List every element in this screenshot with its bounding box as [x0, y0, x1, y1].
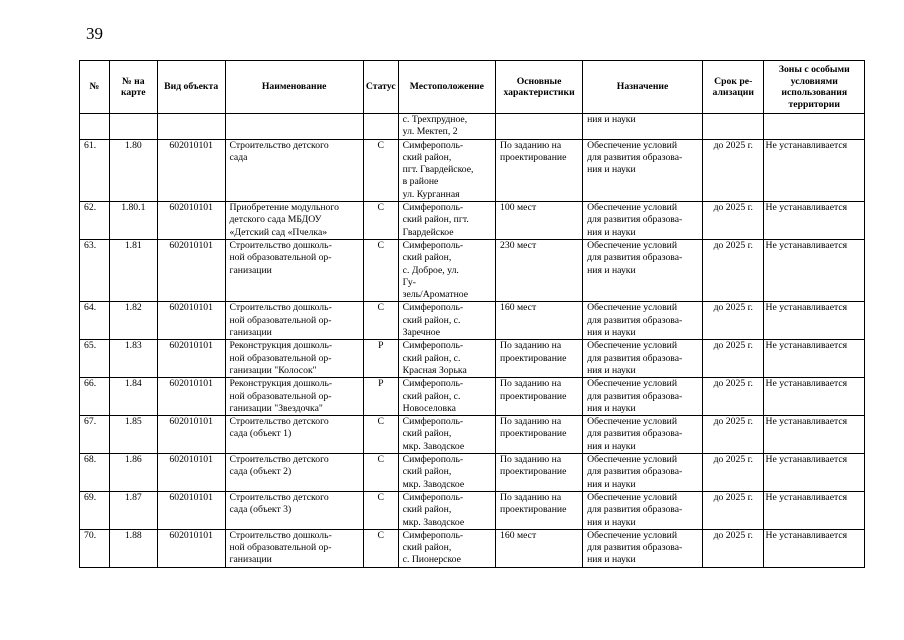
cell-specs: 100 мест [496, 202, 583, 240]
cell-zones: Не устанавливается [764, 416, 865, 454]
header-name: Наименование [225, 61, 363, 114]
cell-map-number: 1.83 [109, 340, 157, 378]
header-num: № [80, 61, 110, 114]
cell-specs: 160 мест [496, 302, 583, 340]
cell-num: 61. [80, 139, 110, 201]
cell-num: 66. [80, 378, 110, 416]
cell-location: Симферополь- ский район, с. Красная Зорька [398, 340, 495, 378]
cell-term: до 2025 г. [703, 302, 764, 340]
cell-name: Строительство дошколь- ной образовательной ор- ганизации [225, 239, 363, 301]
header-map-number: № на карте [109, 61, 157, 114]
header-status: Статус [363, 61, 398, 114]
cell-status: С [363, 239, 398, 301]
cell-specs: По заданию на проектирование [496, 139, 583, 201]
cell-name: Строительство детского сада (объект 1) [225, 416, 363, 454]
cell-map-number: 1.86 [109, 454, 157, 492]
cell-specs: 160 мест [496, 529, 583, 567]
cell-specs: По заданию на проектирование [496, 491, 583, 529]
cell-status: С [363, 202, 398, 240]
cell-location: Симферополь- ский район, с. Пионерское [398, 529, 495, 567]
cell-object-type: 602010101 [157, 340, 225, 378]
cell-zones: Не устанавливается [764, 239, 865, 301]
cell-specs: По заданию на проектирование [496, 416, 583, 454]
cell-location: Симферополь- ский район, с. Доброе, ул. Гу- зель/Ароматное [398, 239, 495, 301]
table-row [80, 416, 865, 454]
cell-purpose: Обеспечение условий для развития образова- ния и науки [583, 139, 703, 201]
cell-zones: Не устанавливается [764, 202, 865, 240]
cell-status: С [363, 529, 398, 567]
cell-map-number: 1.80.1 [109, 202, 157, 240]
cell-status: С [363, 302, 398, 340]
cell-num: 65. [80, 340, 110, 378]
table-row [80, 239, 865, 301]
cell-map-number: 1.80 [109, 139, 157, 201]
cell-purpose: Обеспечение условий для развития образова- ния и науки [583, 529, 703, 567]
cell-purpose: Обеспечение условий для развития образова- ния и науки [583, 491, 703, 529]
cell-zones: Не устанавливается [764, 529, 865, 567]
cell-name: Реконструкция дошколь- ной образовательной ор- ганизации "Звездочка" [225, 378, 363, 416]
cell-purpose: Обеспечение условий для развития образова- ния и науки [583, 416, 703, 454]
cell-status: С [363, 416, 398, 454]
cell-object-type: 602010101 [157, 139, 225, 201]
cell-object-type: 602010101 [157, 302, 225, 340]
cell-object-type: 602010101 [157, 491, 225, 529]
cell-status: С [363, 454, 398, 492]
cell-object-type: 602010101 [157, 239, 225, 301]
cell-term: до 2025 г. [703, 340, 764, 378]
cell-location: Симферополь- ский район, с. Заречное [398, 302, 495, 340]
continuation-row [80, 114, 865, 140]
cell-status: С [363, 139, 398, 201]
table-row [80, 202, 865, 240]
cell-zones: Не устанавливается [764, 302, 865, 340]
table-row [80, 454, 865, 492]
cell-map-number: 1.81 [109, 239, 157, 301]
cell-term: до 2025 г. [703, 378, 764, 416]
table-row [80, 139, 865, 201]
cell-purpose: Обеспечение условий для развития образова- ния и науки [583, 454, 703, 492]
cell-num: 70. [80, 529, 110, 567]
cell-num: 64. [80, 302, 110, 340]
cell-name: Приобретение модульного детского сада МБДОУ «Детский сад «Пчелка» [225, 202, 363, 240]
cell-term: до 2025 г. [703, 491, 764, 529]
objects-table [79, 60, 865, 568]
cell-location: Симферополь- ский район, пгт. Гвардейское, в районе ул. Курганная [398, 139, 495, 201]
cell-zones: Не устанавливается [764, 378, 865, 416]
cell-name: Реконструкция дошколь- ной образовательной ор- ганизации "Колосок" [225, 340, 363, 378]
cell-name: Строительство детского сада (объект 3) [225, 491, 363, 529]
cell-status: С [363, 491, 398, 529]
cell-status: Р [363, 340, 398, 378]
header-zones: Зоны с особыми условиями использования территории [764, 61, 865, 114]
cell-object-type: 602010101 [157, 529, 225, 567]
cell-zones: Не устанавливается [764, 139, 865, 201]
cell-specs: По заданию на проектирование [496, 340, 583, 378]
cell-purpose: Обеспечение условий для развития образова- ния и науки [583, 239, 703, 301]
header-object-type: Вид объекта [157, 61, 225, 114]
table-row [80, 378, 865, 416]
cell-num: 63. [80, 239, 110, 301]
cell-purpose: Обеспечение условий для развития образова- ния и науки [583, 340, 703, 378]
cell-name: Строительство дошколь- ной образовательной ор- ганизации [225, 529, 363, 567]
cell-name: Строительство дошколь- ной образовательной ор- ганизации [225, 302, 363, 340]
cell-purpose: ния и науки [583, 114, 703, 140]
cell-term: до 2025 г. [703, 239, 764, 301]
cell-num: 62. [80, 202, 110, 240]
cell-object-type: 602010101 [157, 454, 225, 492]
cell-zones: Не устанавливается [764, 491, 865, 529]
cell-object-type: 602010101 [157, 378, 225, 416]
cell-location: Симферополь- ский район, мкр. Заводское [398, 416, 495, 454]
cell-object-type: 602010101 [157, 416, 225, 454]
cell-name: Строительство детского сада (объект 2) [225, 454, 363, 492]
cell-name: Строительство детского сада [225, 139, 363, 201]
cell-map-number: 1.84 [109, 378, 157, 416]
cell-map-number: 1.85 [109, 416, 157, 454]
page-number: 39 [86, 24, 103, 43]
cell-status: Р [363, 378, 398, 416]
header-specs: Основные характеристики [496, 61, 583, 114]
cell-purpose: Обеспечение условий для развития образова- ния и науки [583, 302, 703, 340]
cell-location: Симферополь- ский район, мкр. Заводское [398, 454, 495, 492]
cell-zones: Не устанавливается [764, 340, 865, 378]
cell-location: Симферополь- ский район, мкр. Заводское [398, 491, 495, 529]
cell-map-number: 1.88 [109, 529, 157, 567]
cell-location: Симферополь- ский район, пгт. Гвардейское [398, 202, 495, 240]
cell-term: до 2025 г. [703, 139, 764, 201]
table-row [80, 302, 865, 340]
cell-term: до 2025 г. [703, 416, 764, 454]
cell-term: до 2025 г. [703, 454, 764, 492]
cell-num: 67. [80, 416, 110, 454]
cell-object-type: 602010101 [157, 202, 225, 240]
cell-purpose: Обеспечение условий для развития образова- ния и науки [583, 202, 703, 240]
cell-num: 68. [80, 454, 110, 492]
header-term: Срок ре- ализации [703, 61, 764, 114]
cell-specs: 230 мест [496, 239, 583, 301]
cell-specs: По заданию на проектирование [496, 378, 583, 416]
header-purpose: Назначение [583, 61, 703, 114]
cell-zones: Не устанавливается [764, 454, 865, 492]
cell-purpose: Обеспечение условий для развития образова- ния и науки [583, 378, 703, 416]
cell-map-number: 1.82 [109, 302, 157, 340]
cell-location: Симферополь- ский район, с. Новоселовка [398, 378, 495, 416]
table-row [80, 491, 865, 529]
table-header-row [80, 61, 865, 114]
cell-location: с. Трехпрудное, ул. Мектеп, 2 [398, 114, 495, 140]
cell-term: до 2025 г. [703, 202, 764, 240]
cell-map-number: 1.87 [109, 491, 157, 529]
table-row [80, 340, 865, 378]
cell-term: до 2025 г. [703, 529, 764, 567]
cell-specs: По заданию на проектирование [496, 454, 583, 492]
cell-num: 69. [80, 491, 110, 529]
table-row [80, 529, 865, 567]
header-location: Местоположение [398, 61, 495, 114]
